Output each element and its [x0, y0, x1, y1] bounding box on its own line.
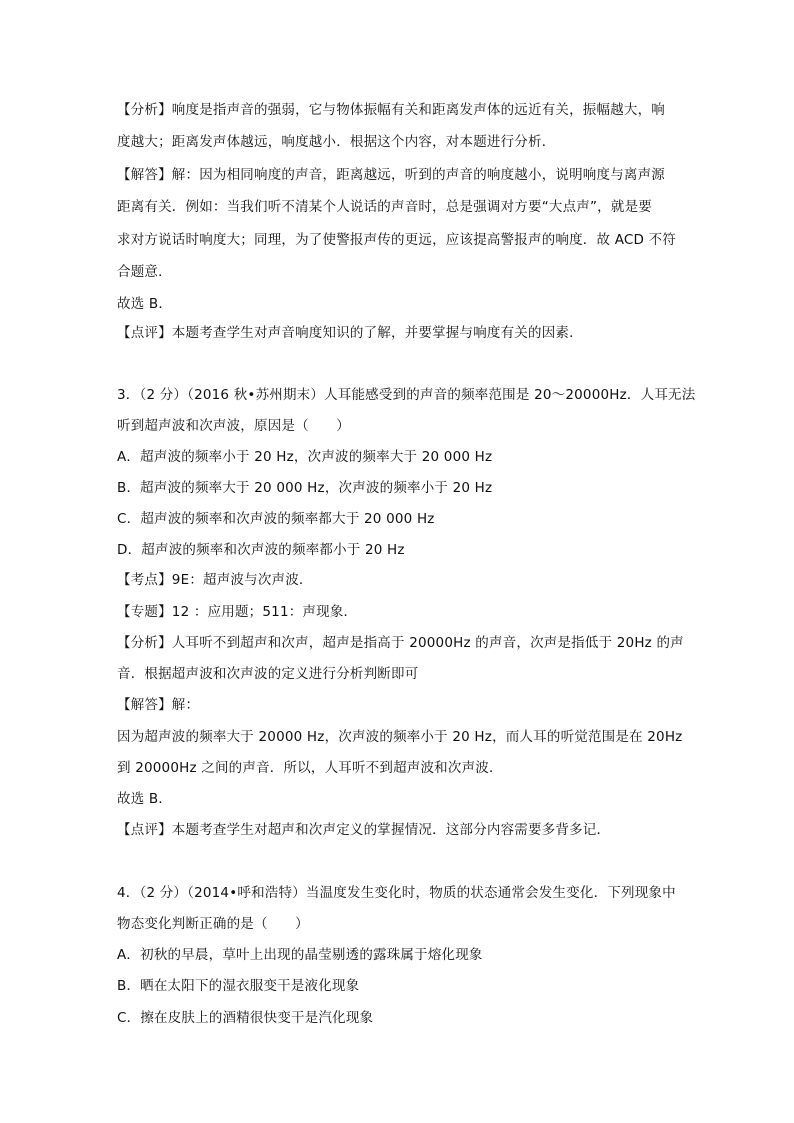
- q3-answer: 故选 B．: [117, 791, 173, 807]
- q4-option-b: B．晒在太阳下的湿衣服变干是液化现象: [117, 978, 360, 994]
- q2-solution-line-3: 求对方说话时响度大；同理，为了使警报声传的更远，应该提高警报声的响度．故 ACD 不符: [117, 232, 677, 248]
- q3-solution-line-1: 因为超声波的频率大于 20000 Hz，次声波的频率小于 20 Hz，而人耳的听觉范围是在 20Hz: [117, 729, 683, 745]
- q3-analysis-line-2: 音．根据超声波和次声波的定义进行分析判断即可: [117, 666, 419, 682]
- q3-analysis-line-1: 【分析】人耳听不到超声和次声，超声是指高于 20000Hz 的声音，次声是指低于 20Hz 的声: [117, 635, 684, 651]
- q3-solution-line-2: 到 20000Hz 之间的声音．所以，人耳听不到超声波和次声波．: [117, 760, 503, 776]
- q3-topic: 【专题】12 ：应用题；511：声现象．: [117, 604, 358, 620]
- q3-option-c: C．超声波的频率和次声波的频率都大于 20 000 Hz: [117, 511, 435, 527]
- q3-option-a: A．超声波的频率小于 20 Hz，次声波的频率大于 20 000 Hz: [117, 449, 493, 465]
- q2-solution-line-4: 合题意．: [117, 264, 172, 280]
- q2-solution-line-2: 距离有关．例如：当我们听不清某个人说话的声音时，总是强调对方要“大点声”，就是要: [117, 199, 652, 215]
- q3-option-b: B．超声波的频率大于 20 000 Hz，次声波的频率小于 20 Hz: [117, 480, 493, 496]
- q3-option-d: D．超声波的频率和次声波的频率都小于 20 Hz: [117, 542, 405, 558]
- q4-stem-line-2: 物态变化判断正确的是（ ）: [117, 916, 309, 932]
- q2-comment: 【点评】本题考查学生对声音响度知识的了解，并要掌握与响度有关的因素．: [117, 325, 583, 341]
- q4-option-c: C．擦在皮肤上的酒精很快变干是汽化现象: [117, 1010, 374, 1026]
- q3-stem-line-1: 3．（2 分）（2016 秋•苏州期末）人耳能感受到的声音的频率范围是 20～20000Hz．人耳无法: [117, 387, 696, 403]
- q3-stem-line-2: 听到超声波和次声波，原因是（ ）: [117, 418, 350, 434]
- q3-point: 【考点】9E：超声波与次声波．: [117, 572, 313, 588]
- q2-answer: 故选 B．: [117, 296, 173, 312]
- q2-analysis-line-1: 【分析】响度是指声音的强弱，它与物体振幅有关和距离发声体的远近有关，振幅越大，响: [117, 102, 665, 118]
- q4-option-a: A．初秋的早晨，草叶上出现的晶莹剔透的露珠属于熔化现象: [117, 947, 483, 963]
- q2-analysis-line-2: 度越大；距离发声体越远，响度越小．根据这个内容，对本题进行分析．: [117, 134, 556, 150]
- q3-comment: 【点评】本题考查学生对超声和次声定义的掌握情况．这部分内容需要多背多记．: [117, 822, 611, 838]
- q2-solution-line-1: 【解答】解：因为相同响度的声音，距离越远，听到的声音的响度越小，说明响度与离声源: [117, 167, 665, 183]
- q4-stem-line-1: 4．（2 分）（2014•呼和浩特）当温度发生变化时，物质的状态通常会发生变化．下列现象中: [117, 885, 676, 901]
- q3-solution-title: 【解答】解：: [117, 697, 200, 713]
